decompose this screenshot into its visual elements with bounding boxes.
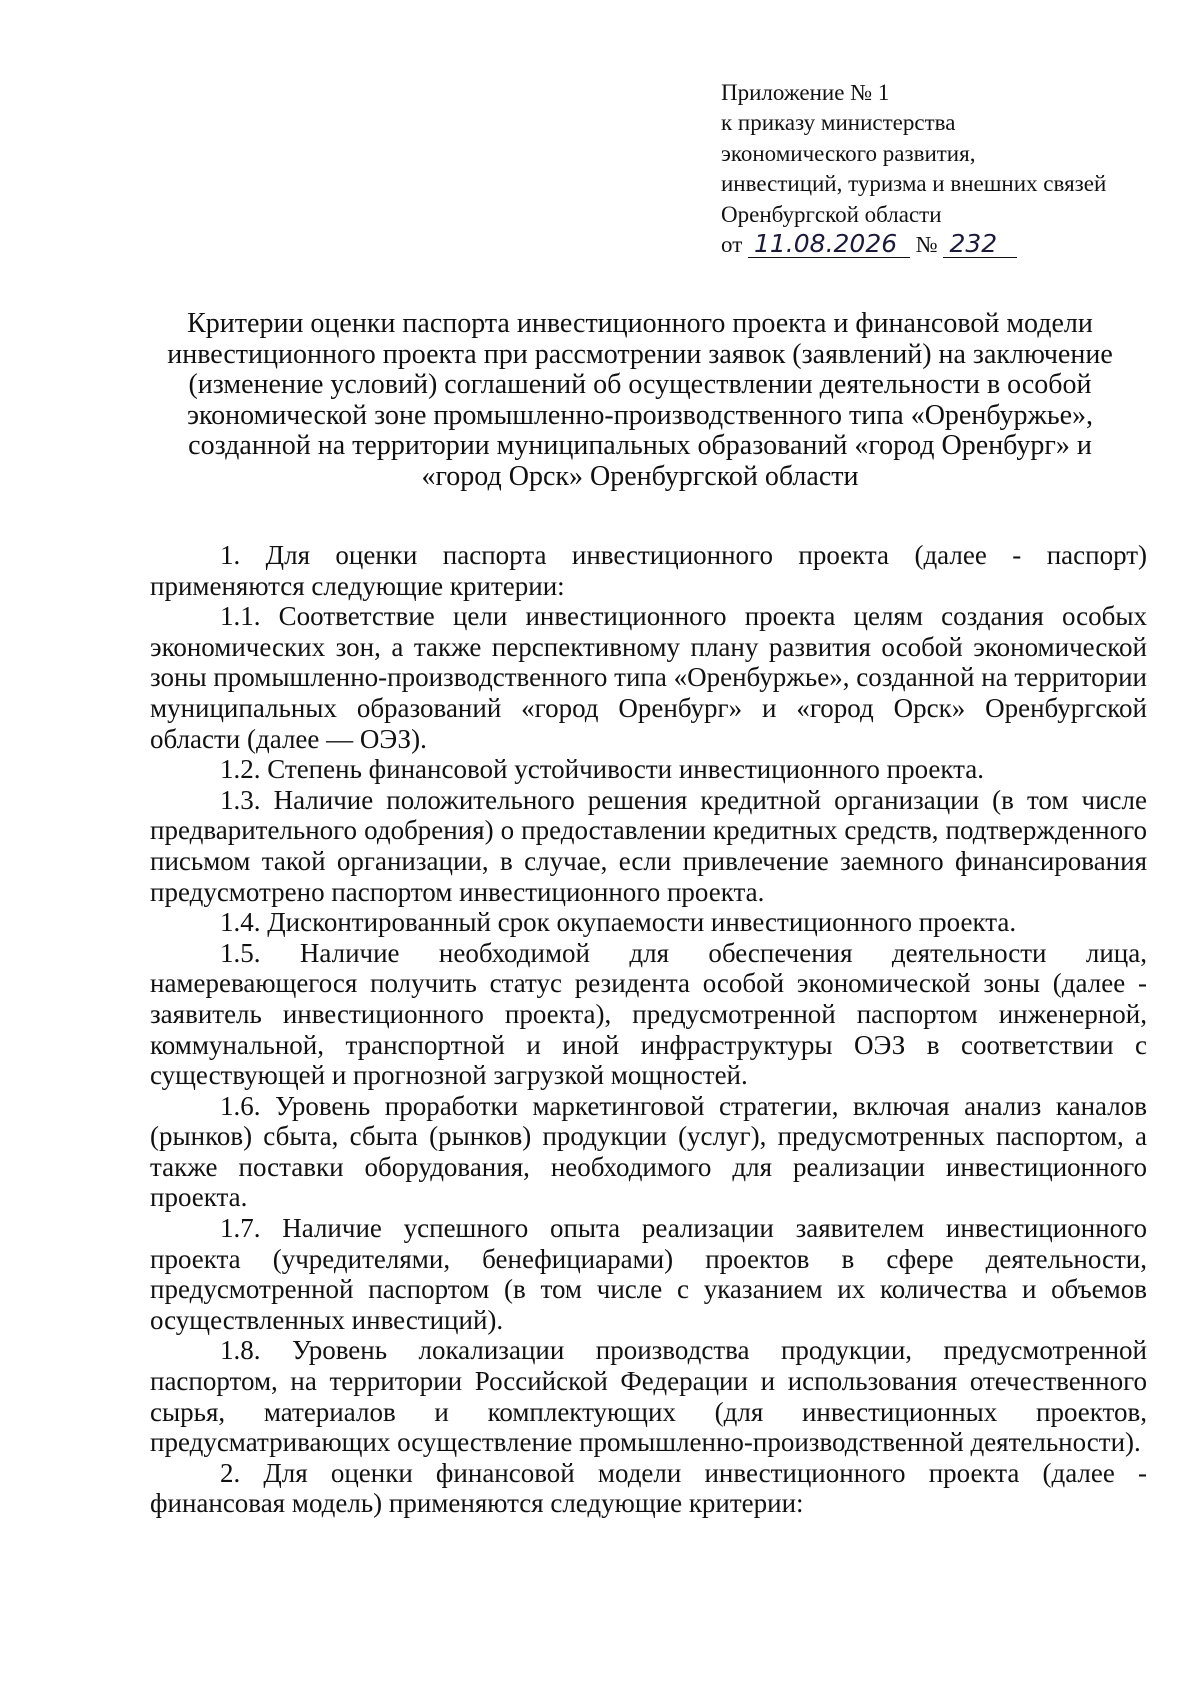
appendix-line: Приложение № 1	[721, 80, 890, 105]
order-date-line	[721, 230, 1161, 260]
title-line: экономической зоне промышленно-производственного типа «Оренбуржье»,	[186, 399, 1094, 431]
paragraph-1-5: 1.5. Наличие необходимой для обеспечения деятельности лица, намеревающегося получить статус резидента особой экономической зоны (далее - заявитель инвестиционного проекта), предусмотренной паспортом инженерной, коммунальной, транспортной и иной инфраструктуры ОЭЗ в соответствии с существующей и прогнозной загрузкой мощностей.	[150, 937, 1147, 1091]
handwritten-order-number: 232	[943, 231, 1017, 258]
paragraph-1: 1. Для оценки паспорта инвестиционного проекта (далее - паспорт) применяются следующие критерии:	[150, 540, 1147, 601]
number-prefix: №	[915, 232, 938, 258]
paragraph-1-6: 1.6. Уровень проработки маркетинговой стратегии, включая анализ каналов (рынков) сбыта, сбыта (рынков) продукции (услуг), предусмотренных паспортом, а также поставки оборудования, необходимого для реализации инвестиционного проекта.	[150, 1090, 1147, 1213]
document-body	[150, 540, 1147, 1519]
handwritten-date: 11.08.2026	[748, 231, 910, 258]
appendix-header	[721, 78, 1161, 260]
title-line: созданной на территории муниципальных образований «город Оренбург» и	[188, 430, 1092, 462]
paragraph-1-4: 1.4. Дисконтированный срок окупаемости инвестиционного проекта.	[220, 907, 1017, 938]
paragraph-1-7: 1.7. Наличие успешного опыта реализации заявителем инвестиционного проекта (учредителями, бенефициарами) проектов в сфере деятельности, предусмотренной паспортом (в том числе с указанием их количества и объемов осуществленных инвестиций).	[150, 1213, 1147, 1335]
document-title	[120, 309, 1160, 493]
appendix-line: Оренбургской области	[721, 201, 942, 227]
title-line: (изменение условий) соглашений об осуществлении деятельности в особой	[188, 369, 1092, 401]
appendix-line: к приказу министерства	[721, 110, 956, 136]
appendix-line: инвестиций, туризма и внешних связей	[721, 171, 1107, 197]
title-line: «город Орск» Оренбургской области	[421, 460, 859, 492]
title-line: инвестиционного проекта при рассмотрении заявок (заявлений) на заключение	[167, 338, 1113, 370]
date-prefix: от	[721, 232, 743, 258]
appendix-line: экономического развития,	[721, 140, 976, 166]
paragraph-1-8: 1.8. Уровень локализации производства продукции, предусмотренной паспортом, на территории Российской Федерации и использования отечественного сырья, материалов и комплектующих (для инвестиционных проектов, предусматривающих осуществление промышленно-производственной деятельности).	[150, 1335, 1147, 1458]
paragraph-1-3: 1.3. Наличие положительного решения кредитной организации (в том числе предварительного одобрения) о предоставлении кредитных средств, подтвержденного письмом такой организации, в случае, если привлечение заемного финансирования предусмотрено паспортом инвестиционного проекта.	[150, 784, 1147, 907]
paragraph-2: 2. Для оценки финансовой модели инвестиционного проекта (далее - финансовая модель) применяются следующие критерии:	[150, 1457, 1147, 1519]
paragraph-1-1: 1.1. Соответствие цели инвестиционного проекта целям создания особых экономических зон, а также перспективному плану развития особой экономической зоны промышленно-производственного типа «Оренбуржье», созданной на территории муниципальных образований «город Оренбург» и «город Орск» Оренбургской области (далее — ОЭЗ).	[150, 601, 1147, 754]
paragraph-1-2: 1.2. Степень финансовой устойчивости инвестиционного проекта.	[220, 754, 985, 785]
title-line: Критерии оценки паспорта инвестиционного проекта и финансовой модели	[187, 308, 1093, 339]
